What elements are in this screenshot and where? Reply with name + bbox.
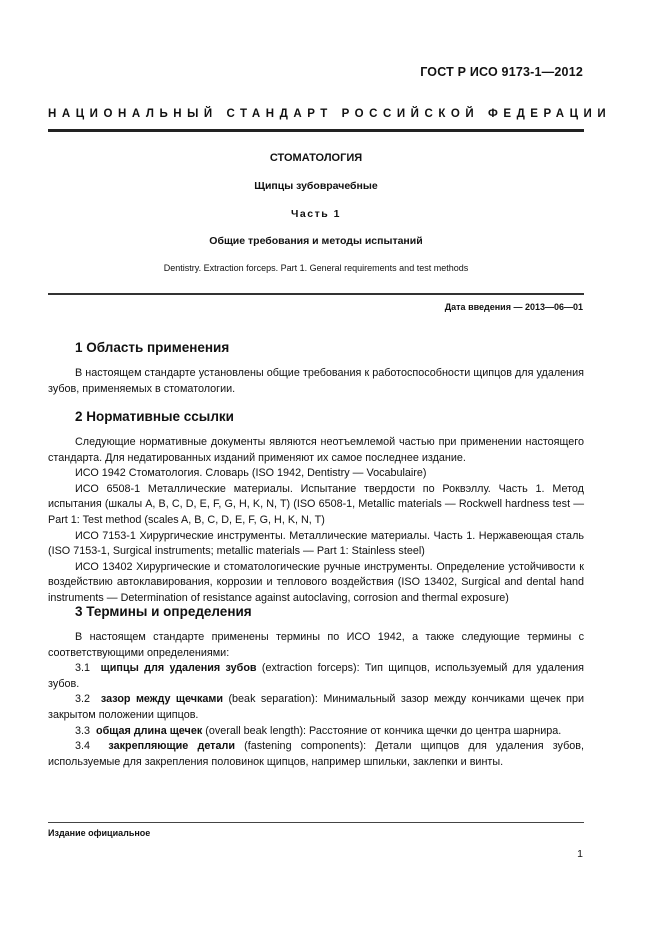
header-rule [48, 129, 584, 132]
section-1-text: В настоящем стандарте установлены общие требования к работоспособности щипцов для удаления зубов, применяемых в стоматологии. [48, 367, 584, 395]
term-definition: 3.4 закрепляющие детали (fastening components): Детали щипцов для удаления зубов, используемые для закрепления половинок щипцов, например шпильки, заклепки и винты. [48, 740, 584, 768]
section-2-heading: 2 Нормативные ссылки [75, 409, 234, 424]
title-part: Часть 1 [291, 208, 341, 220]
section-3-body [48, 630, 584, 770]
section-1-heading: 1 Область применения [75, 340, 230, 355]
section-3-intro: В настоящем стандарте применены термины по ИСО 1942, а также следующие термины с соответствующими определениями: [48, 631, 584, 659]
title-subject: Щипцы зубоврачебные [254, 180, 378, 192]
reference-item: ИСО 6508-1 Металлические материалы. Испытание твердости по Роквэллу. Часть 1. Метод испытания (шкалы A, B, C, D, E, F, G, H, K, N, T) (ISO 6508-1, Metallic materials — Rockwell hardness test — Part 1: Test method (scales A, B, C, D, E, F, G, H, K, N, T) [48, 482, 584, 526]
section-3-heading: 3 Термины и определения [75, 604, 252, 619]
title-english: Dentistry. Extraction forceps. Part 1. General requirements and test methods [163, 263, 469, 273]
section-1-body [48, 366, 584, 397]
introduction-date: Дата введения — 2013—06—01 [444, 302, 583, 312]
document-number: ГОСТ Р ИСО 9173-1—2012 [420, 65, 583, 79]
title-subtitle: Общие требования и методы испытаний [209, 235, 423, 247]
national-standard-banner: НАЦИОНАЛЬНЫЙ СТАНДАРТ РОССИЙСКОЙ ФЕДЕРАЦИИ [48, 108, 612, 120]
section-2-intro: Следующие нормативные документы являются неотъемлемой частью при применении настоящего стандарта. Для недатированных изданий применяют их самое последнее издание. [48, 436, 584, 464]
edition-note: Издание официальное [48, 828, 151, 838]
title-field: СТОМАТОЛОГИЯ [269, 152, 363, 164]
page-number: 1 [577, 848, 583, 860]
reference-item: ИСО 13402 Хирургические и стоматологические ручные инструменты. Определение устойчивости к воздействию автоклавирования, коррозии и теплового воздействия (ISO 13402, Surgical and dental hand instruments — Determination of resistance against autoclaving, corrosion and thermal exposure) [48, 560, 584, 604]
section-2-body [48, 435, 584, 607]
term-definition: 3.1 щипцы для удаления зубов (extraction forceps): Тип щипцов, используемый для удаления зубов. [48, 662, 585, 690]
reference-item: ИСО 1942 Стоматология. Словарь (ISO 1942, Dentistry — Vocabulaire) [75, 467, 427, 480]
term-definition: 3.3 общая длина щечек (overall beak length): Расстояние от кончика щечки до центра шарнира. [75, 724, 562, 737]
title-rule [48, 293, 584, 295]
reference-item: ИСО 7153-1 Хирургические инструменты. Металлические материалы. Часть 1. Нержавеющая сталь (ISO 7153-1, Surgical instruments; metallic materials — Part 1: Stainless steel) [48, 529, 584, 558]
term-definition: 3.2 зазор между щечками (beak separation): Минимальный зазор между кончиками щечек при закрытом положении щипцов. [48, 693, 585, 721]
footer-rule [48, 822, 584, 823]
